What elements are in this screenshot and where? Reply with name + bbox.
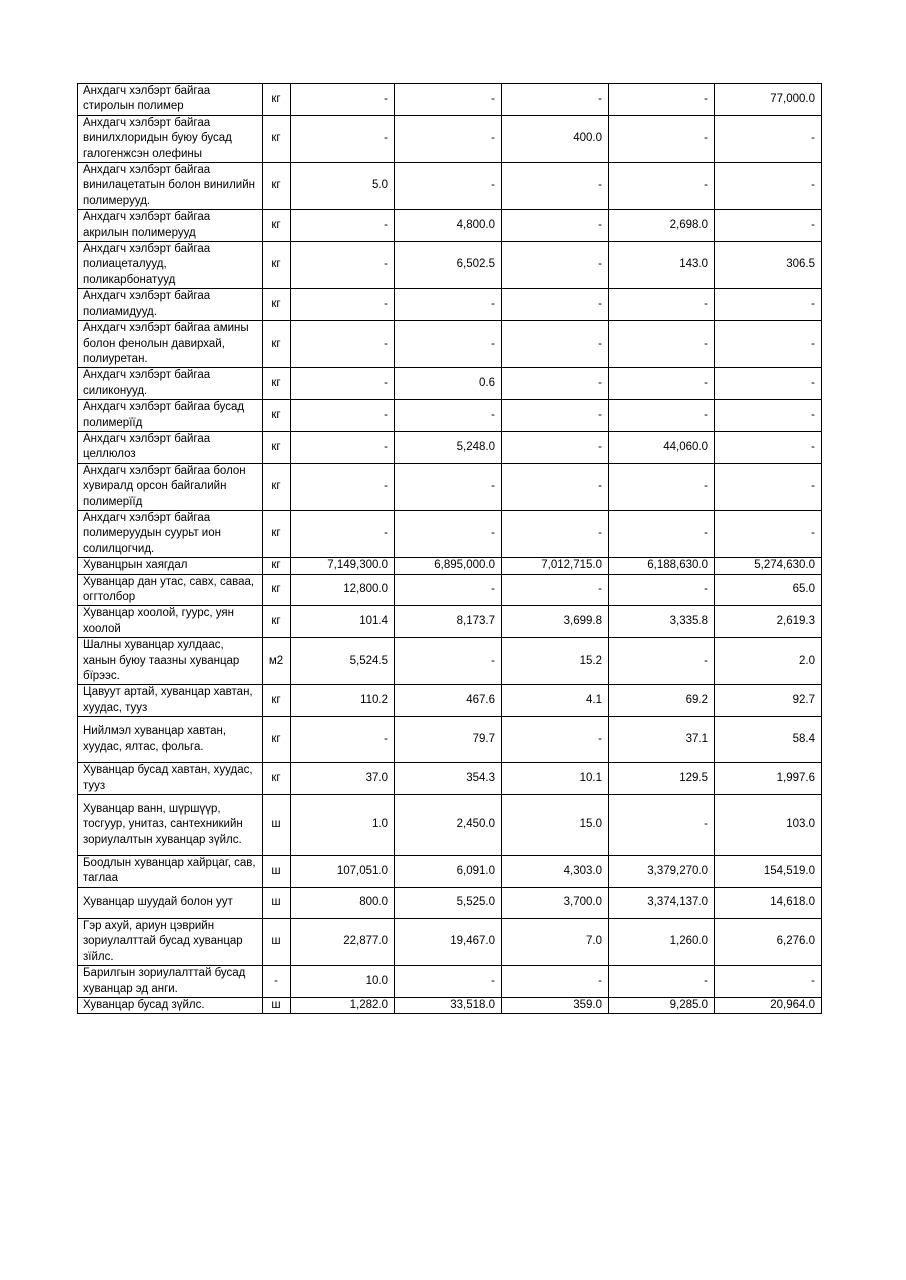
- table-row: [78, 368, 822, 400]
- value-cell: -: [395, 463, 502, 510]
- value-cell: -: [502, 966, 609, 998]
- value-cell: 4,800.0: [395, 210, 502, 242]
- value-cell: -: [502, 717, 609, 763]
- value-cell: 2,698.0: [609, 210, 715, 242]
- value-cell: -: [502, 210, 609, 242]
- unit-cell: кг: [263, 321, 291, 368]
- value-cell: 2.0: [715, 638, 822, 685]
- unit-cell: м2: [263, 638, 291, 685]
- value-cell: -: [291, 210, 395, 242]
- value-cell: 92.7: [715, 685, 822, 717]
- item-name-cell: Анхдагч хэлбэрт байгаа амины болон фенолын давирхай, полиуретан.: [78, 321, 263, 368]
- unit-cell: кг: [263, 558, 291, 574]
- table-row: [78, 510, 822, 557]
- value-cell: 37.0: [291, 763, 395, 795]
- unit-cell: кг: [263, 685, 291, 717]
- table-row: [78, 242, 822, 289]
- value-cell: 6,188,630.0: [609, 558, 715, 574]
- item-name-cell: Хуванцар хоолой, гуурс, уян хоолой: [78, 606, 263, 638]
- unit-cell: кг: [263, 463, 291, 510]
- unit-cell: кг: [263, 400, 291, 432]
- value-cell: -: [291, 717, 395, 763]
- value-cell: -: [395, 115, 502, 162]
- unit-cell: ш: [263, 918, 291, 965]
- value-cell: -: [395, 966, 502, 998]
- value-cell: -: [715, 400, 822, 432]
- value-cell: 103.0: [715, 795, 822, 856]
- item-name-cell: Хуванцар ванн, шүршүүр, тосгуур, унитаз, сантехникийн зориулалтын хуванцар зүйлс.: [78, 795, 263, 856]
- item-name-cell: Анхдагч хэлбэрт байгаа акрилын полимерууд: [78, 210, 263, 242]
- value-cell: 154,519.0: [715, 856, 822, 888]
- table-row: [78, 638, 822, 685]
- value-cell: -: [502, 289, 609, 321]
- table-row: [78, 966, 822, 998]
- value-cell: 5,274,630.0: [715, 558, 822, 574]
- value-cell: 12,800.0: [291, 574, 395, 606]
- value-cell: 107,051.0: [291, 856, 395, 888]
- table-row: [78, 717, 822, 763]
- value-cell: -: [609, 638, 715, 685]
- unit-cell: кг: [263, 606, 291, 638]
- value-cell: 4,303.0: [502, 856, 609, 888]
- table-row: [78, 115, 822, 162]
- value-cell: 58.4: [715, 717, 822, 763]
- value-cell: -: [609, 115, 715, 162]
- item-name-cell: Анхдагч хэлбэрт байгаа силиконууд.: [78, 368, 263, 400]
- value-cell: -: [291, 510, 395, 557]
- unit-cell: кг: [263, 210, 291, 242]
- value-cell: 44,060.0: [609, 431, 715, 463]
- value-cell: -: [715, 115, 822, 162]
- item-name-cell: Барилгын зориулалттай бусад хуванцар эд анги.: [78, 966, 263, 998]
- value-cell: 69.2: [609, 685, 715, 717]
- value-cell: 15.2: [502, 638, 609, 685]
- value-cell: 1,282.0: [291, 997, 395, 1013]
- value-cell: 1,997.6: [715, 763, 822, 795]
- item-name-cell: Шалны хуванцар хулдаас, ханын буюу таазны хуванцар бїрээс.: [78, 638, 263, 685]
- value-cell: -: [502, 574, 609, 606]
- value-cell: 2,619.3: [715, 606, 822, 638]
- value-cell: 10.0: [291, 966, 395, 998]
- unit-cell: кг: [263, 431, 291, 463]
- table-row: [78, 463, 822, 510]
- unit-cell: ш: [263, 997, 291, 1013]
- value-cell: -: [395, 638, 502, 685]
- value-cell: 306.5: [715, 242, 822, 289]
- value-cell: -: [715, 431, 822, 463]
- value-cell: -: [395, 84, 502, 116]
- item-name-cell: Хуванцрын хаягдал: [78, 558, 263, 574]
- value-cell: -: [609, 966, 715, 998]
- item-name-cell: Анхдагч хэлбэрт байгаа винилхлоридын буюу бусад галогенжсэн олефины: [78, 115, 263, 162]
- value-cell: 79.7: [395, 717, 502, 763]
- value-cell: -: [502, 463, 609, 510]
- value-cell: -: [291, 321, 395, 368]
- value-cell: 8,173.7: [395, 606, 502, 638]
- value-cell: 101.4: [291, 606, 395, 638]
- value-cell: -: [291, 463, 395, 510]
- value-cell: -: [715, 368, 822, 400]
- value-cell: -: [715, 321, 822, 368]
- value-cell: -: [609, 574, 715, 606]
- value-cell: -: [609, 795, 715, 856]
- value-cell: -: [395, 510, 502, 557]
- unit-cell: кг: [263, 289, 291, 321]
- value-cell: -: [715, 289, 822, 321]
- value-cell: 7,149,300.0: [291, 558, 395, 574]
- value-cell: -: [291, 242, 395, 289]
- unit-cell: кг: [263, 163, 291, 210]
- table-row: [78, 997, 822, 1013]
- value-cell: 20,964.0: [715, 997, 822, 1013]
- unit-cell: кг: [263, 510, 291, 557]
- value-cell: 5.0: [291, 163, 395, 210]
- table-row: [78, 685, 822, 717]
- unit-cell: кг: [263, 84, 291, 116]
- item-name-cell: Анхдагч хэлбэрт байгаа болон хувиралд орсон байгалийн полимерїїд: [78, 463, 263, 510]
- table-row: [78, 84, 822, 116]
- value-cell: 6,276.0: [715, 918, 822, 965]
- value-cell: 15.0: [502, 795, 609, 856]
- value-cell: 1,260.0: [609, 918, 715, 965]
- value-cell: -: [502, 84, 609, 116]
- unit-cell: кг: [263, 115, 291, 162]
- value-cell: -: [502, 321, 609, 368]
- value-cell: -: [291, 115, 395, 162]
- value-cell: 2,450.0: [395, 795, 502, 856]
- table-row: [78, 795, 822, 856]
- table-row: [78, 289, 822, 321]
- value-cell: -: [395, 574, 502, 606]
- value-cell: 65.0: [715, 574, 822, 606]
- unit-cell: кг: [263, 717, 291, 763]
- value-cell: 7.0: [502, 918, 609, 965]
- value-cell: 110.2: [291, 685, 395, 717]
- item-name-cell: Цавуут артай, хуванцар хавтан, хуудас, тууз: [78, 685, 263, 717]
- value-cell: 77,000.0: [715, 84, 822, 116]
- value-cell: -: [291, 84, 395, 116]
- item-name-cell: Боодлын хуванцар хайрцаг, сав, таглаа: [78, 856, 263, 888]
- value-cell: 5,524.5: [291, 638, 395, 685]
- value-cell: -: [715, 210, 822, 242]
- item-name-cell: Анхдагч хэлбэрт байгаа бусад полимерїїд: [78, 400, 263, 432]
- item-name-cell: Анхдагч хэлбэрт байгаа полиацеталууд, поликарбонатууд: [78, 242, 263, 289]
- value-cell: 1.0: [291, 795, 395, 856]
- value-cell: 33,518.0: [395, 997, 502, 1013]
- unit-cell: кг: [263, 242, 291, 289]
- value-cell: 4.1: [502, 685, 609, 717]
- table-row: [78, 918, 822, 965]
- value-cell: -: [715, 163, 822, 210]
- table-body: [78, 84, 822, 1014]
- value-cell: -: [395, 163, 502, 210]
- unit-cell: -: [263, 966, 291, 998]
- value-cell: 6,091.0: [395, 856, 502, 888]
- item-name-cell: Анхдагч хэлбэрт байгаа полиамидууд.: [78, 289, 263, 321]
- value-cell: -: [291, 400, 395, 432]
- value-cell: 10.1: [502, 763, 609, 795]
- value-cell: 5,525.0: [395, 887, 502, 918]
- value-cell: 800.0: [291, 887, 395, 918]
- item-name-cell: Нийлмэл хуванцар хавтан, хуудас, ялтас, фольга.: [78, 717, 263, 763]
- value-cell: 467.6: [395, 685, 502, 717]
- item-name-cell: Хуванцар бусад зүйлс.: [78, 997, 263, 1013]
- value-cell: -: [395, 400, 502, 432]
- item-name-cell: Анхдагч хэлбэрт байгаа полимеруудын суурьт ион солилцогчид.: [78, 510, 263, 557]
- value-cell: -: [291, 431, 395, 463]
- value-cell: 3,699.8: [502, 606, 609, 638]
- value-cell: -: [291, 368, 395, 400]
- value-cell: 129.5: [609, 763, 715, 795]
- value-cell: -: [502, 431, 609, 463]
- value-cell: -: [609, 510, 715, 557]
- value-cell: 354.3: [395, 763, 502, 795]
- value-cell: 143.0: [609, 242, 715, 289]
- value-cell: -: [609, 163, 715, 210]
- value-cell: 3,374,137.0: [609, 887, 715, 918]
- value-cell: 19,467.0: [395, 918, 502, 965]
- value-cell: -: [715, 966, 822, 998]
- unit-cell: кг: [263, 368, 291, 400]
- value-cell: 37.1: [609, 717, 715, 763]
- item-name-cell: Анхдагч хэлбэрт байгаа целлюлоз: [78, 431, 263, 463]
- item-name-cell: Анхдагч хэлбэрт байгаа винилацетатын болон винилийн полимерууд.: [78, 163, 263, 210]
- unit-cell: ш: [263, 887, 291, 918]
- value-cell: -: [395, 289, 502, 321]
- value-cell: -: [291, 289, 395, 321]
- value-cell: -: [715, 463, 822, 510]
- table-row: [78, 763, 822, 795]
- value-cell: -: [609, 321, 715, 368]
- item-name-cell: Хуванцар бусад хавтан, хуудас, тууз: [78, 763, 263, 795]
- unit-cell: ш: [263, 795, 291, 856]
- item-name-cell: Хуванцар шуудай болон уут: [78, 887, 263, 918]
- value-cell: -: [715, 510, 822, 557]
- table-row: [78, 321, 822, 368]
- value-cell: -: [395, 321, 502, 368]
- value-cell: -: [502, 400, 609, 432]
- item-name-cell: Анхдагч хэлбэрт байгаа стиролын полимер: [78, 84, 263, 116]
- value-cell: 5,248.0: [395, 431, 502, 463]
- value-cell: -: [502, 368, 609, 400]
- value-cell: 3,335.8: [609, 606, 715, 638]
- data-table: [77, 83, 822, 1014]
- value-cell: 3,700.0: [502, 887, 609, 918]
- table-row: [78, 574, 822, 606]
- value-cell: -: [609, 463, 715, 510]
- item-name-cell: Гэр ахуй, ариун цэврийн зориулалттай бусад хуванцар зїйлс.: [78, 918, 263, 965]
- value-cell: 9,285.0: [609, 997, 715, 1013]
- table-row: [78, 856, 822, 888]
- table-row: [78, 431, 822, 463]
- value-cell: -: [502, 510, 609, 557]
- unit-cell: ш: [263, 856, 291, 888]
- value-cell: 22,877.0: [291, 918, 395, 965]
- value-cell: -: [609, 84, 715, 116]
- unit-cell: кг: [263, 763, 291, 795]
- item-name-cell: Хуванцар дан утас, савх, саваа, оггтолбор: [78, 574, 263, 606]
- value-cell: -: [609, 368, 715, 400]
- value-cell: -: [502, 242, 609, 289]
- value-cell: 7,012,715.0: [502, 558, 609, 574]
- value-cell: 359.0: [502, 997, 609, 1013]
- value-cell: -: [609, 400, 715, 432]
- table-row: [78, 558, 822, 574]
- value-cell: -: [609, 289, 715, 321]
- value-cell: 400.0: [502, 115, 609, 162]
- table-row: [78, 606, 822, 638]
- table-row: [78, 163, 822, 210]
- value-cell: -: [502, 163, 609, 210]
- table-row: [78, 400, 822, 432]
- unit-cell: кг: [263, 574, 291, 606]
- value-cell: 0.6: [395, 368, 502, 400]
- value-cell: 6,502.5: [395, 242, 502, 289]
- value-cell: 14,618.0: [715, 887, 822, 918]
- table-row: [78, 210, 822, 242]
- value-cell: 3,379,270.0: [609, 856, 715, 888]
- table-row: [78, 887, 822, 918]
- value-cell: 6,895,000.0: [395, 558, 502, 574]
